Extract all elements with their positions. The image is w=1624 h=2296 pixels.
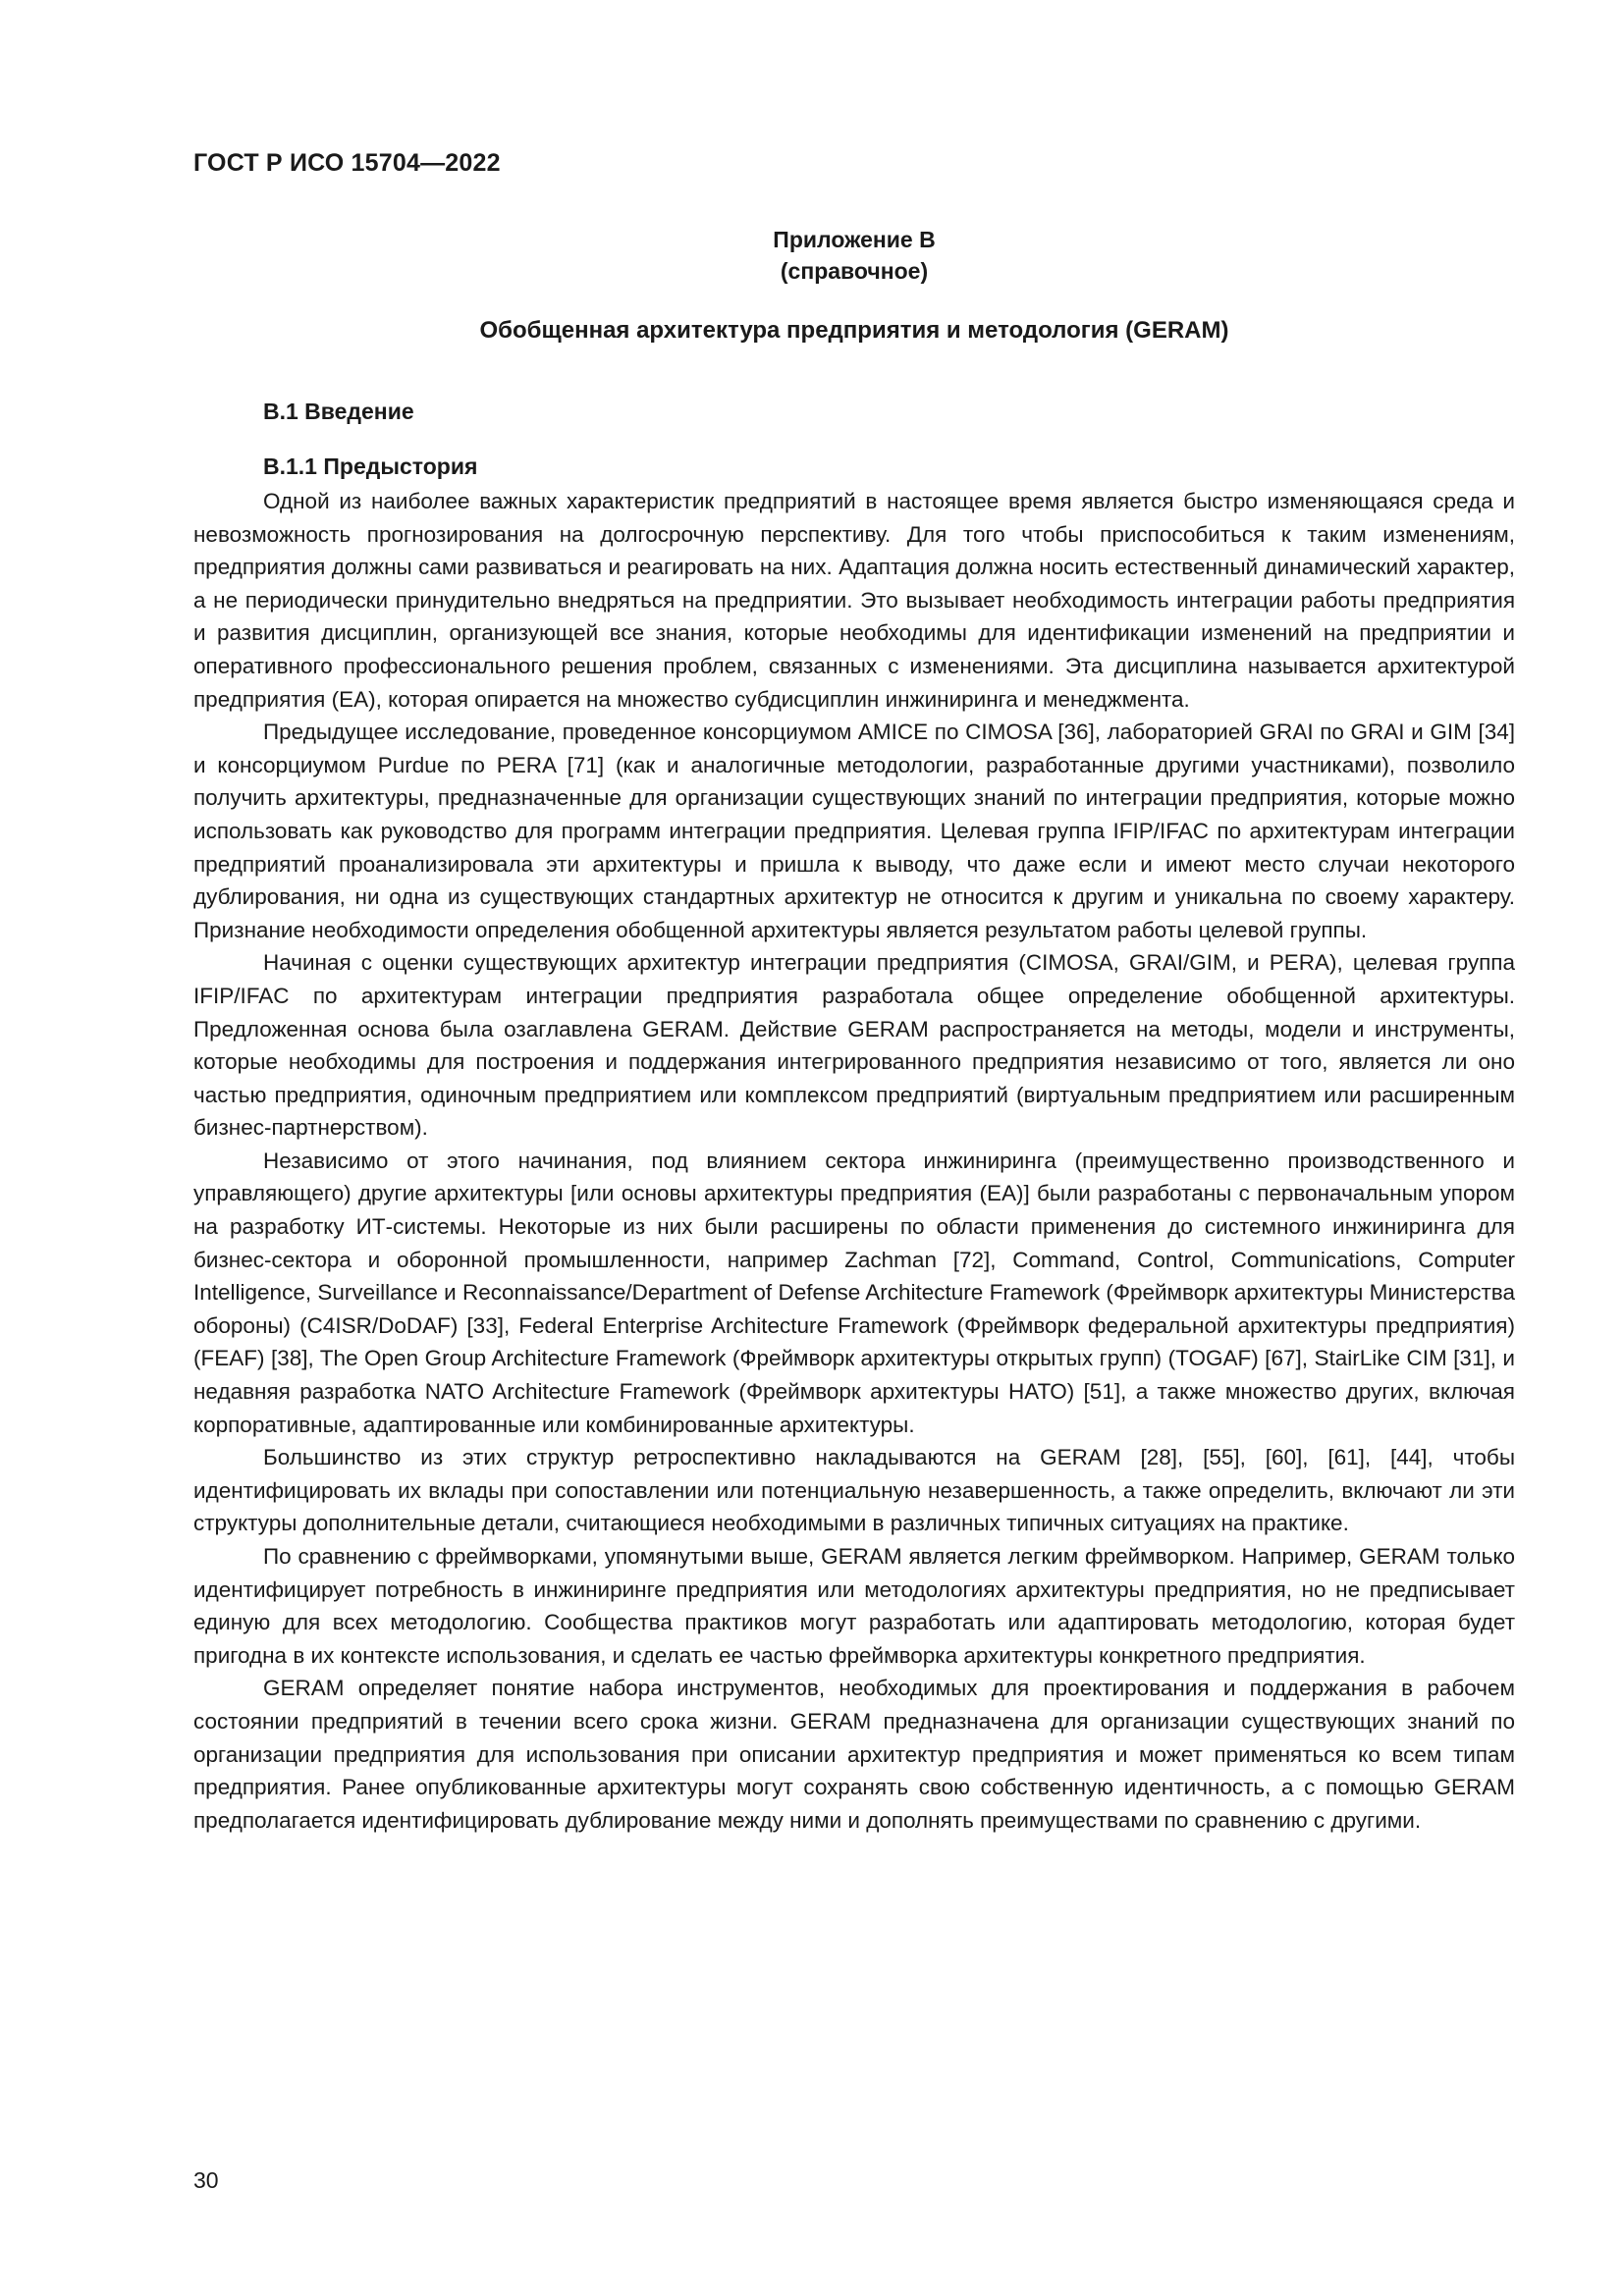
document-standard-id: ГОСТ Р ИСО 15704—2022	[193, 149, 501, 177]
annex-title: Обобщенная архитектура предприятия и методология (GERAM)	[479, 317, 1229, 344]
paragraph: Предыдущее исследование, проведенное консорциумом AMICE по CIMOSA [36], лабораторией GRAI по GRAI и GIM [34] и консорциумом Purdue по PERA [71] (как и аналогичные методологии, разработанные другими участниками), позволило получить архитектуры, предназначенные для организации существующих знаний по интеграции предприятия, которые можно использовать как руководство для программ интеграции предприятия. Целевая группа IFIP/IFAC по архитектурам интеграции предприятий проанализировала эти архитектуры и пришла к выводу, что даже если и имеют место случаи некоторого дублирования, ни одна из существующих стандартных архитектур не относится к другим и уникальна по своему характеру. Признание необходимости определения обобщенной архитектуры является результатом работы целевой группы.	[193, 720, 1515, 942]
body-text	[193, 485, 1515, 1837]
page-number: 30	[193, 2167, 219, 2193]
paragraph: Большинство из этих структур ретроспективно накладываются на GERAM [28], [55], [60], [61], [44], чтобы идентифицировать их вклады при сопоставлении или потенциальную незавершенность, а также определить, включают ли эти структуры дополнительные детали, считающиеся необходимыми в различных типичных ситуациях на практике.	[193, 1445, 1515, 1536]
section-heading: В.1 Введение	[263, 399, 414, 424]
subsection-heading: В.1.1 Предыстория	[263, 454, 478, 479]
paragraph: Начиная с оценки существующих архитектур интеграции предприятия (CIMOSA, GRAI/GIM, и PERA), целевая группа IFIP/IFAC по архитектурам интеграции предприятия разработала общее определение обобщенной архитектуры. Предложенная основа была озаглавлена GERAM. Действие GERAM распространяется на методы, модели и инструменты, которые необходимы для построения и поддержания интегрированного предприятия независимо от того, является ли оно частью предприятия, одиночным предприятием или комплексом предприятий (виртуальным предприятием или расширенным бизнес-партнерством).	[193, 950, 1515, 1141]
paragraph: Независимо от этого начинания, под влиянием сектора инжиниринга (преимущественно производственного и управляющего) другие архитектуры [или основы архитектуры предприятия (ЕА)] были разработаны с первоначальным упором на разработку ИТ-системы. Некоторые из них были расширены по области применения до системного инжиниринга для бизнес-сектора и оборонной промышленности, например Zachman [72], Command, Control, Communications, Computer Intelligence, Surveillance и Reconnaissance/Department of Defense Architecture Framework (Фреймворк архитектуры Министерства обороны) (C4ISR/DoDAF) [33], Federal Enterprise Architecture Framework (Фреймворк федеральной архитектуры предприятия) (FEAF) [38], The Open Group Architecture Framework (Фреймворк архитектуры открытых групп) (TOGAF) [67], StairLike CIM [31], и недавняя разработка NATO Architecture Framework (Фреймворк архитектуры НАТО) [51], а также множество других, включая корпоративные, адаптированные или комбинированные архитектуры.	[193, 1148, 1515, 1437]
paragraph: Одной из наиболее важных характеристик предприятий в настоящее время является быстро изменяющаяся среда и невозможность прогнозирования на долгосрочную перспективу. Для того чтобы приспособиться к таким изменениям, предприятия должны сами развиваться и реагировать на них. Адаптация должна носить естественный динамический характер, а не периодически принудительно внедряться на предприятии. Это вызывает необходимость интеграции работы предприятия и развития дисциплин, организующей все знания, которые необходимы для идентификации изменений на предприятии и оперативного профессионального решения проблем, связанных с изменениями. Эта дисциплина называется архитектурой предприятия (ЕА), которая опирается на множество субдисциплин инжиниринга и менеджмента.	[193, 489, 1515, 712]
annex-label: Приложение В	[773, 227, 936, 252]
paragraph: По сравнению с фреймворками, упомянутыми выше, GERAM является легким фреймворком. Например, GERAM только идентифицирует потребность в инжиниринге предприятия или методологиях архитектуры предприятия, но не предписывает единую для всех методологию. Сообщества практиков могут разработать или адаптировать методологию, которая будет пригодна в их контексте использования, и сделать ее частью фреймворка архитектуры конкретного предприятия.	[193, 1544, 1515, 1668]
annex-type: (справочное)	[780, 258, 929, 284]
paragraph: GERAM определяет понятие набора инструментов, необходимых для проектирования и поддержания в рабочем состоянии предприятий в течении всего срока жизни. GERAM предназначена для организации существующих знаний по организации предприятия для использования при описании архитектур предприятия и может применяться ко всем типам предприятия. Ранее опубликованные архитектуры могут сохранять свою собственную идентичность, а с помощью GERAM предполагается идентифицировать дублирование между ними и дополнять преимуществами по сравнению с другими.	[193, 1676, 1515, 1833]
annex-heading	[193, 224, 1515, 287]
